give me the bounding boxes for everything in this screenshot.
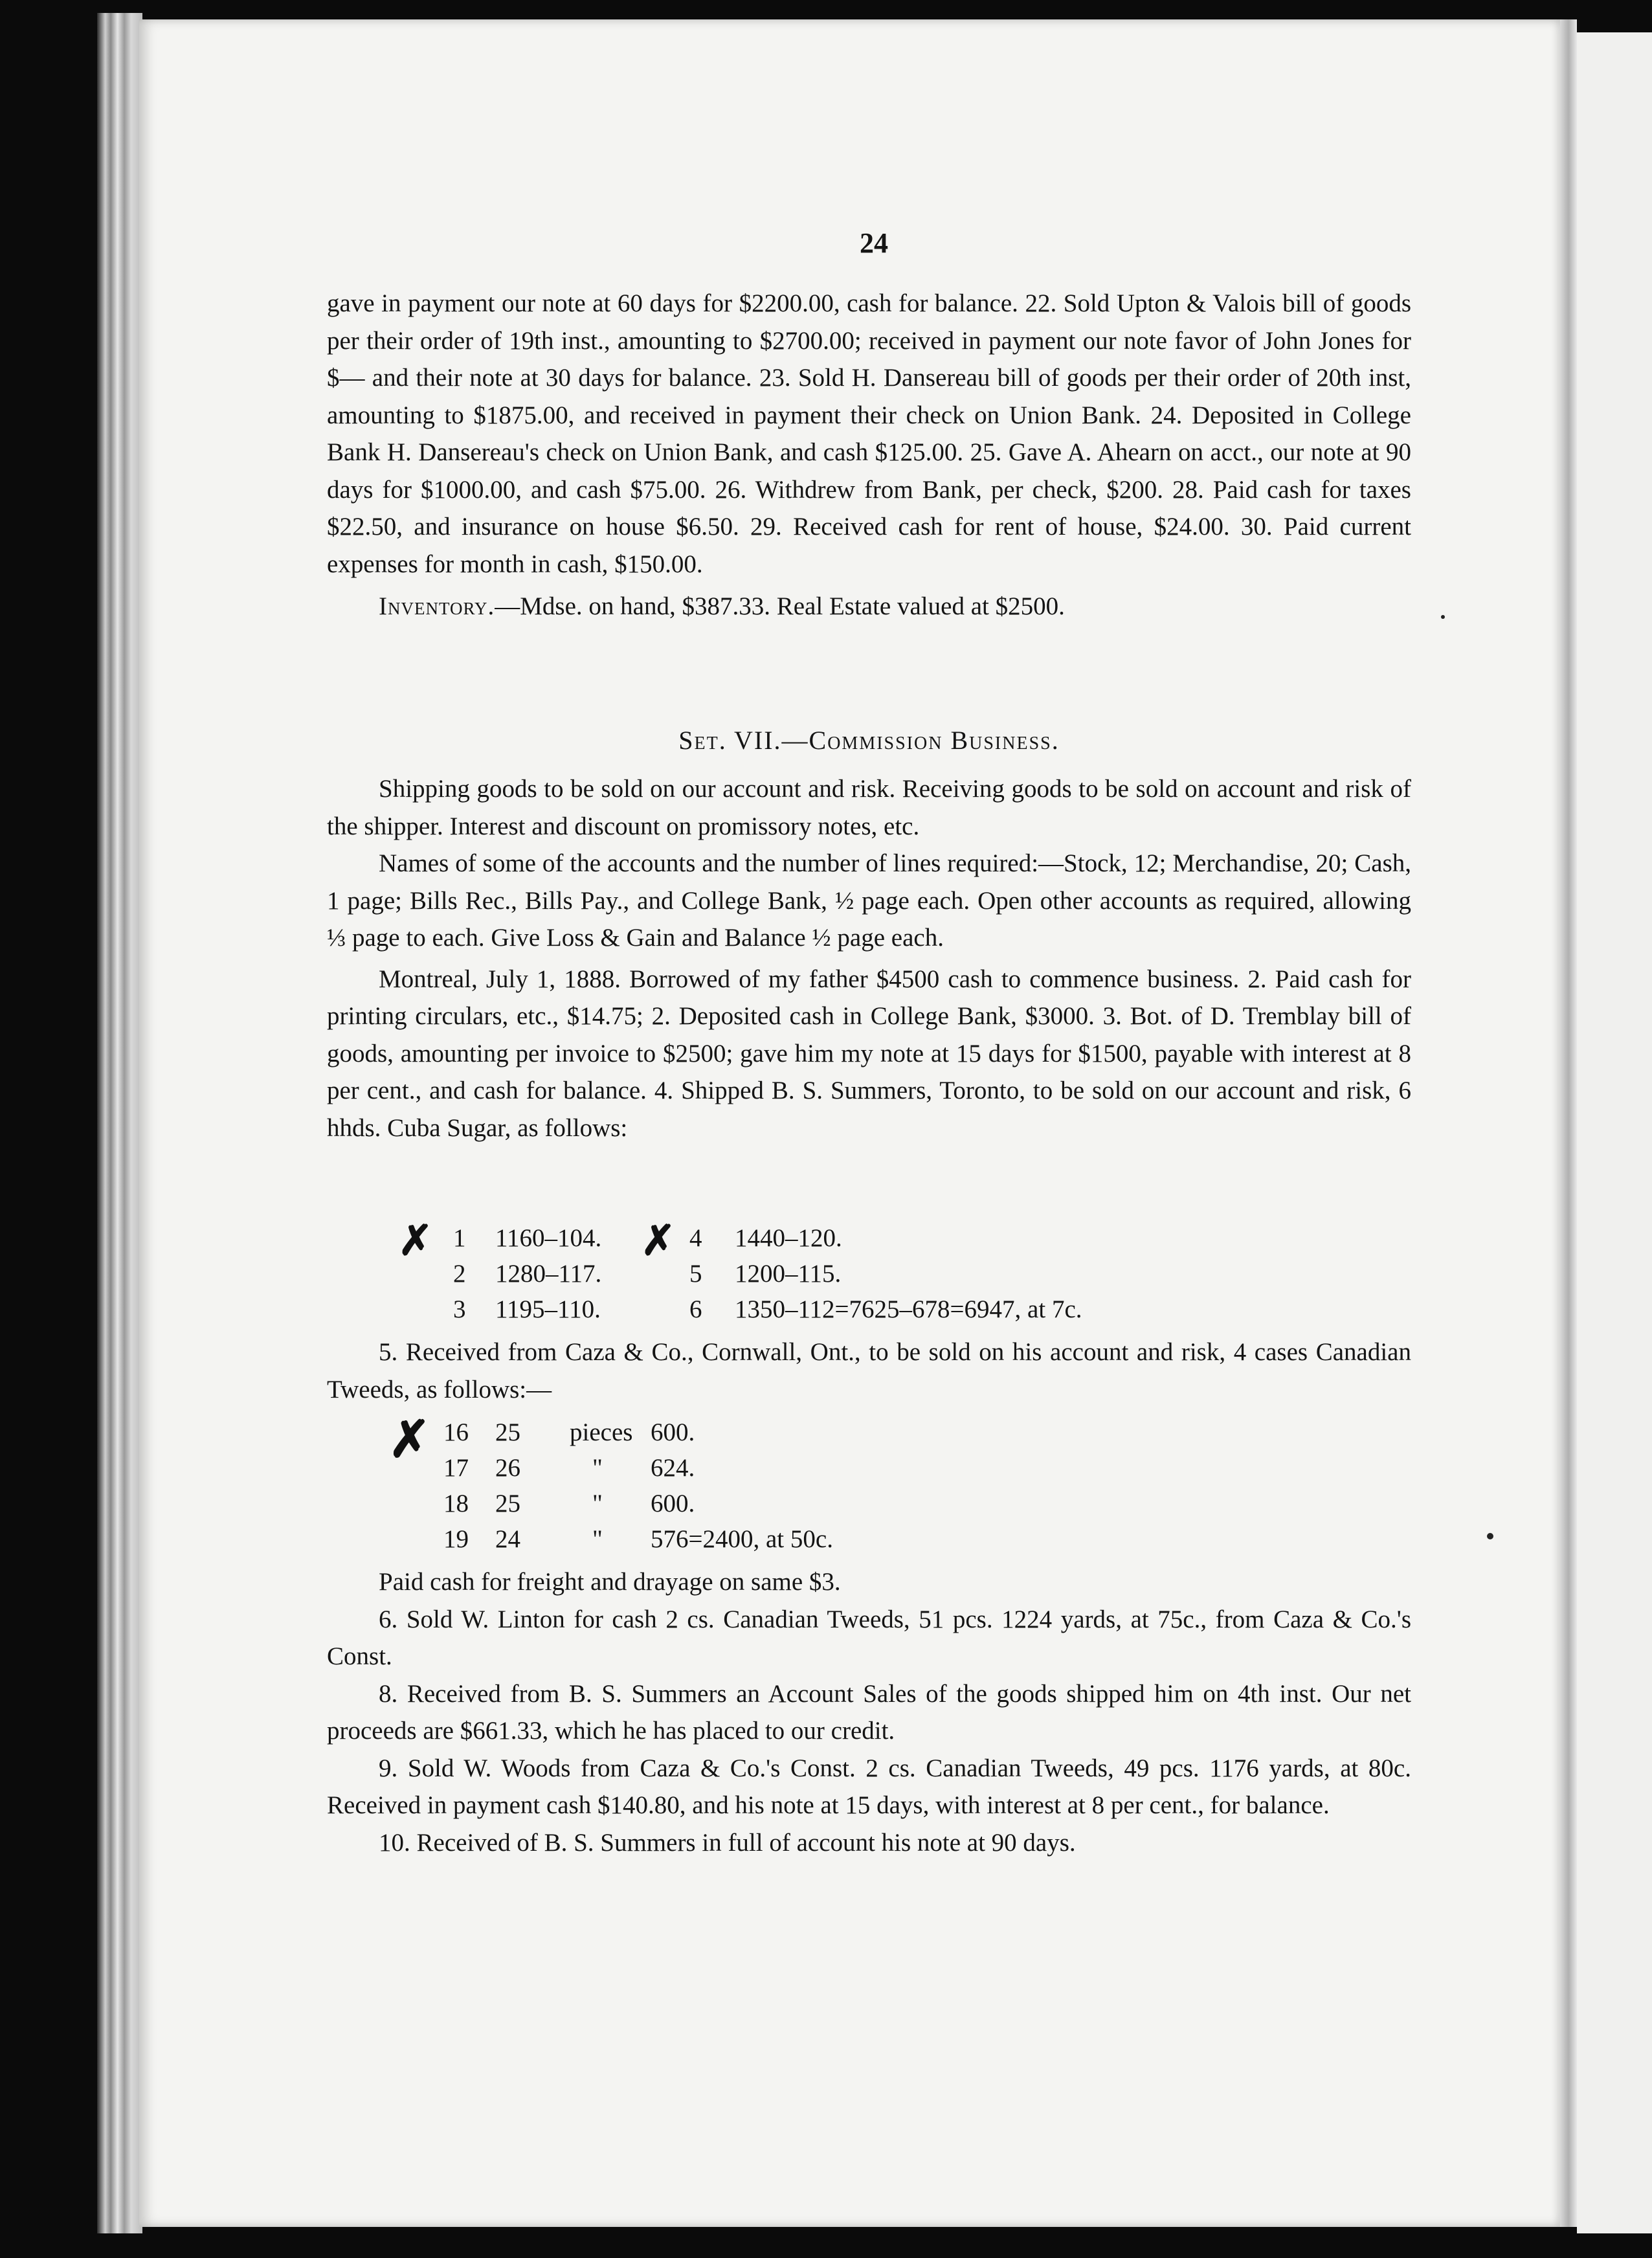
paragraph: Names of some of the accounts and the number of lines required:—Stock, 12; Merchandise, 20; Cash, 1 page; Bills Rec., Bills Pay., and College Bank, ½ page each. Open other accounts as required, allowing ⅓ page to each. Give Loss & Gain and Balance ½ page each. <box>327 849 1411 952</box>
paragraph: Paid cash for freight and drayage on same $3. <box>379 1568 841 1596</box>
text-block-2 <box>327 770 1411 1146</box>
table-row <box>689 1295 702 1324</box>
hhd-number: 6 <box>689 1295 702 1323</box>
paragraph: 8. Received from B. S. Summers an Account Sales of the goods shipped him on 4th inst. Our net proceeds are $661.33, which he has placed to our credit. <box>327 1679 1411 1745</box>
case-number: 16 <box>443 1418 469 1446</box>
margin-dot <box>1487 1533 1493 1539</box>
table-row <box>453 1259 466 1288</box>
hhd-number: 3 <box>453 1295 466 1323</box>
paragraph: gave in payment our note at 60 days for $2200.00, cash for balance. 22. Sold Upton & Valois bill of goods per their order of 19th inst., amounting to $2700.00; received in payment our note favor of John Jones for $— and their note at 30 days for balance. 23. Sold H. Dansereau bill of goods per their order of 20th inst, amounting to $1875.00, and received in payment their check on Union Bank. 24. Deposited in College Bank H. Dansereau's check on Union Bank, and cash $125.00. 25. Gave A. Ahearn on acct., our note at 90 days for $1000.00, and cash $75.00. 26. Withdrew from Bank, per check, $200. 28. Paid cash for taxes $22.50, and insurance on house $6.50. 29. Received cash for rent of house, $24.00. 30. Paid current expenses for month in cash, $150.00. <box>327 289 1411 578</box>
table-row <box>495 1224 601 1253</box>
page-right-edge <box>1560 19 1577 2227</box>
text-block-3 <box>327 1334 1411 1408</box>
text-block-4 <box>327 1563 1411 1861</box>
hhd-number: 1 <box>453 1224 466 1252</box>
table-row <box>689 1224 702 1253</box>
weight: 1195–110. <box>495 1295 601 1323</box>
shipping-mark-icon: ✗ <box>641 1218 676 1264</box>
yards: 576=2400, at 50c. <box>651 1525 833 1553</box>
table-row <box>495 1259 601 1288</box>
hhd-number: 2 <box>453 1260 466 1288</box>
table-row <box>735 1295 1082 1324</box>
case-number: 19 <box>443 1525 469 1553</box>
paragraph: 6. Sold W. Linton for cash 2 cs. Canadian Tweeds, 51 pcs. 1224 yards, at 75c., from Caza & Co.'s Const. <box>327 1605 1411 1670</box>
weight: 1280–117. <box>495 1260 602 1288</box>
table-row <box>495 1295 601 1324</box>
pieces: 25 <box>495 1418 520 1446</box>
weight: 1440–120. <box>735 1224 842 1252</box>
hhd-number: 5 <box>689 1260 702 1288</box>
table-row <box>735 1224 842 1253</box>
unit: pieces <box>570 1418 633 1446</box>
pieces: 26 <box>495 1454 520 1482</box>
weight: 1350–112=7625–678=6947, at 7c. <box>735 1295 1082 1323</box>
hhd-number: 4 <box>689 1224 702 1252</box>
paragraph: Shipping goods to be sold on our account and risk. Receiving goods to be sold on account and risk of the shipper. Interest and discount on promissory notes, etc. <box>327 775 1411 840</box>
weight: 1160–104. <box>495 1224 602 1252</box>
paragraph: 10. Received of B. S. Summers in full of account his note at 90 days. <box>379 1828 1076 1857</box>
table-row <box>689 1259 702 1288</box>
ditto-mark: " <box>592 1525 603 1553</box>
table-row <box>735 1259 841 1288</box>
yards: 624. <box>651 1454 695 1482</box>
inventory-label: Inventory. <box>379 592 495 620</box>
margin-dot <box>1441 615 1445 619</box>
pieces: 24 <box>495 1525 520 1553</box>
yards: 600. <box>651 1490 695 1517</box>
paragraph: 9. Sold W. Woods from Caza & Co.'s Const. 2 cs. Canadian Tweeds, 49 pcs. 1176 yards, at 80c. Received in payment cash $140.80, and his note at 15 days, with interest at 8 per cent., for balance. <box>327 1754 1411 1819</box>
table-row <box>453 1295 466 1324</box>
weight: 1200–115. <box>735 1260 842 1288</box>
text-block-1 <box>327 285 1411 625</box>
shipping-mark-icon: ✗ <box>388 1411 431 1468</box>
page-number: 24 <box>860 227 888 259</box>
next-page-edge <box>1577 32 1652 2233</box>
paragraph: 5. Received from Caza & Co., Cornwall, Ont., to be sold on his account and risk, 4 cases Canadian Tweeds, as follows:— <box>327 1338 1411 1403</box>
yards: 600. <box>651 1418 695 1446</box>
case-number: 18 <box>443 1490 469 1517</box>
ditto-mark: " <box>592 1490 603 1517</box>
shipping-mark-icon: ✗ <box>398 1218 433 1264</box>
table-row <box>453 1224 466 1253</box>
section-heading: Set. VII.—Commission Business. <box>678 726 1060 755</box>
book-spine-edge <box>97 13 142 2233</box>
inventory-line <box>327 588 1411 625</box>
pieces: 25 <box>495 1490 520 1517</box>
paragraph: Montreal, July 1, 1888. Borrowed of my father $4500 cash to commence business. 2. Paid cash for printing circulars, etc., $14.75; 2. Deposited cash in College Bank, $3000. 3. Bot. of D. Tremblay bill of goods, amounting per invoice to $2500; gave him my note at 15 days for $1500, payable with interest at 8 per cent., and cash for balance. 4. Shipped B. S. Summers, Toronto, to be sold on our account and risk, 6 hhds. Cuba Sugar, as follows: <box>327 965 1411 1142</box>
inventory-text: —Mdse. on hand, $387.33. Real Estate valued at $2500. <box>495 592 1065 620</box>
ditto-mark: " <box>592 1454 603 1482</box>
case-number: 17 <box>443 1454 469 1482</box>
